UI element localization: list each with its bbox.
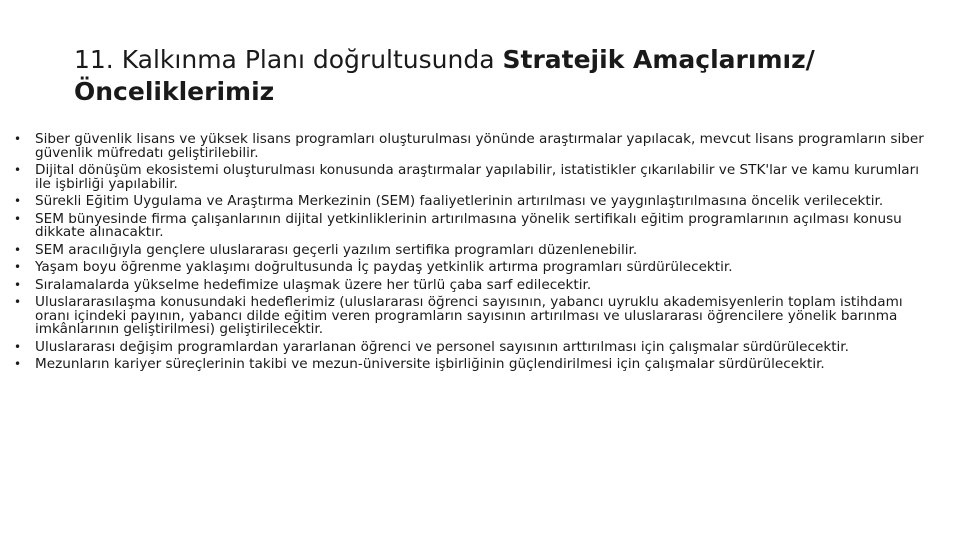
bullet-text: Siber güvenlik lisans ve yüksek lisans programları oluşturulması yönünde araştırmalar yapılacak, mevcut lisans programların siber güvenlik müfredatı geliştirilebilir. — [35, 131, 924, 161]
bullet-text: Sıralamalarda yükselme hedefimize ulaşmak üzere her türlü çaba sarf edilecektir. — [35, 276, 592, 293]
bullet-text: SEM bünyesinde firma çalışanlarının dijital yetkinliklerinin artırılmasına yönelik sertifikalı eğitim programlarının açılması konusu dikkate alınacaktır. — [35, 210, 902, 240]
bullet-dot: • — [14, 295, 22, 309]
bullet-item — [14, 164, 924, 191]
bullet-dot: • — [14, 242, 22, 257]
bullet-item — [14, 276, 924, 293]
slide-title — [74, 44, 894, 108]
bullet-dot: • — [14, 277, 22, 292]
slide-title-bold: Stratejik Amaçlarımız/Önceliklerimiz — [74, 45, 815, 106]
bullet-text: Dijital dönüşüm ekosistemi oluşturulması konusunda araştırmalar yapılabilir, istatistikler çıkarılabilir ve STK'lar ve kamu kurumları ile işbirliği yapılabilir. — [35, 162, 919, 192]
slide-title-regular: 11. Kalkınma Planı doğrultusunda — [74, 45, 503, 74]
bullet-item — [14, 358, 924, 372]
bullet-item — [14, 210, 924, 240]
bullet-text: Uluslararasılaşma konusundaki hedeflerimiz (uluslararası öğrenci sayısının, yabancı uyruklu akademisyenlerin toplam istihdamı oranı içindeki payının, yabancı dilde eğitim veren programların sayısının artırılması ve uluslararası öğrencilere yönelik barınma imkânlarının geliştirilmesi) geliştirilecektir. — [35, 294, 903, 337]
bullet-item — [14, 338, 924, 355]
bullet-text: Mezunların kariyer süreçlerinin takibi ve mezun-üniversite işbirliğinin güçlendirilmesi için çalışmalar sürdürülecektir. — [35, 356, 825, 372]
bullet-dot: • — [14, 163, 22, 177]
bullet-dot: • — [14, 211, 22, 226]
bullet-text: Yaşam boyu öğrenme yaklaşımı doğrultusunda İç paydaş yetkinlik artırma programları sürdürülecektir. — [35, 259, 733, 275]
bullet-dot: • — [14, 339, 22, 354]
bullet-dot: • — [14, 357, 22, 371]
bullet-dot: • — [14, 260, 22, 274]
bullet-dot: • — [14, 194, 22, 208]
bullet-list — [14, 133, 924, 376]
bullet-item — [14, 261, 924, 275]
bullet-item — [14, 241, 924, 258]
bullet-text: Sürekli Eğitim Uygulama ve Araştırma Merkezinin (SEM) faaliyetlerinin artırılması ve yaygınlaştırılmasına öncelik verilecektir. — [35, 193, 884, 209]
bullet-dot: • — [14, 132, 22, 146]
bullet-text: Uluslararası değişim programlardan yararlanan öğrenci ve personel sayısının arttırılması için çalışmalar sürdürülecektir. — [35, 338, 849, 355]
bullet-text: SEM aracılığıyla gençlere uluslararası geçerli yazılım sertifika programları düzenlenebilir. — [35, 241, 638, 258]
bullet-item — [14, 133, 924, 160]
bullet-item — [14, 296, 924, 337]
bullet-item — [14, 195, 924, 209]
